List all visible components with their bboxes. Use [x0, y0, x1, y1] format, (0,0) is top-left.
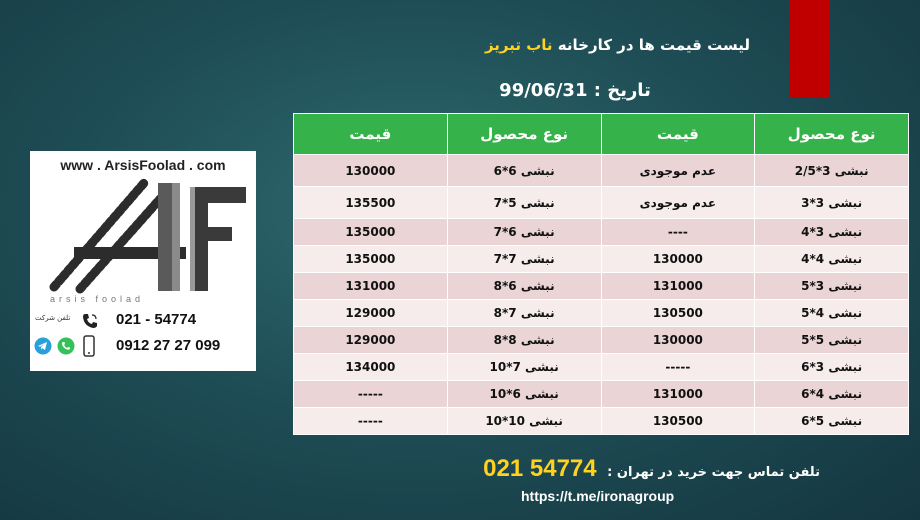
page-title — [420, 36, 750, 54]
product-cell: نبشی 3*4 — [755, 219, 909, 246]
price-cell: 130500 — [601, 300, 755, 327]
product-cell: نبشی 10*10 — [447, 408, 601, 435]
price-cell: 130000 — [601, 246, 755, 273]
price-cell: 130500 — [601, 408, 755, 435]
product-cell: نبشی 3*2/5 — [755, 155, 909, 187]
product-cell: نبشی 3*3 — [755, 187, 909, 219]
red-corner-tab — [790, 0, 830, 98]
telegram-link[interactable]: https://t.me/ironagroup — [521, 488, 675, 504]
mobile-phone: 0912 27 27 099 — [116, 337, 221, 354]
whatsapp-icon — [57, 337, 75, 355]
title-highlight: ناب تبریز — [484, 36, 553, 54]
company-logo-card — [30, 151, 256, 371]
brand-text: arsis foolad — [50, 294, 145, 304]
product-cell: نبشی 5*5 — [755, 327, 909, 354]
date-line — [470, 80, 680, 101]
website-text: www . ArsisFoolad . com — [60, 157, 226, 173]
office-phone: 021 - 54774 — [116, 311, 197, 328]
price-table — [293, 113, 909, 435]
product-cell: نبشی 6*6 — [447, 155, 601, 187]
table-row — [294, 273, 909, 300]
footer-phone: 021 54774 — [483, 455, 597, 482]
price-cell: ----- — [601, 354, 755, 381]
table-row — [294, 300, 909, 327]
product-cell: نبشی 3*5 — [755, 273, 909, 300]
product-cell: نبشی 8*8 — [447, 327, 601, 354]
price-cell: عدم موجودی — [601, 187, 755, 219]
price-cell: 129000 — [294, 327, 448, 354]
header-product-1: نوع محصول — [755, 114, 909, 155]
product-cell: نبشی 4*5 — [755, 300, 909, 327]
product-cell: نبشی 6*10 — [447, 381, 601, 408]
price-cell: 131000 — [601, 381, 755, 408]
table-row — [294, 246, 909, 273]
table-row — [294, 408, 909, 435]
price-cell: 131000 — [601, 273, 755, 300]
product-cell: نبشی 4*4 — [755, 246, 909, 273]
header-price-2: قیمت — [294, 114, 448, 155]
mobile-icon — [82, 335, 96, 357]
phone-icon — [80, 311, 100, 331]
price-cell: 134000 — [294, 354, 448, 381]
header-price-1: قیمت — [601, 114, 755, 155]
footer-label: تلفن تماس جهت خرید در تهران : — [607, 465, 820, 480]
product-cell: نبشی 5*6 — [755, 408, 909, 435]
table-row — [294, 155, 909, 187]
product-cell: نبشی 5*7 — [447, 187, 601, 219]
product-cell: نبشی 7*8 — [447, 300, 601, 327]
table-header-row — [294, 114, 909, 155]
price-cell: ----- — [294, 408, 448, 435]
price-cell: 130000 — [601, 327, 755, 354]
price-cell: 130000 — [294, 155, 448, 187]
product-cell: نبشی 6*8 — [447, 273, 601, 300]
company-phone-label: تلفن شرکت — [35, 314, 71, 322]
product-cell: نبشی 4*6 — [755, 381, 909, 408]
af-logo-icon — [40, 177, 250, 295]
price-cell: 135500 — [294, 187, 448, 219]
product-cell: نبشی 3*6 — [755, 354, 909, 381]
title-text: لیست قیمت ها در کارخانه — [557, 36, 750, 54]
price-cell: 129000 — [294, 300, 448, 327]
product-cell: نبشی 6*7 — [447, 219, 601, 246]
price-cell: ---- — [601, 219, 755, 246]
product-cell: نبشی 7*10 — [447, 354, 601, 381]
price-cell: 131000 — [294, 273, 448, 300]
price-cell: 135000 — [294, 246, 448, 273]
table-row — [294, 327, 909, 354]
table-row — [294, 219, 909, 246]
table-row — [294, 187, 909, 219]
telegram-icon — [34, 337, 52, 355]
date-value: 99/06/31 — [499, 80, 588, 101]
header-product-2: نوع محصول — [447, 114, 601, 155]
price-cell: ----- — [294, 381, 448, 408]
date-label: تاریخ : — [593, 80, 651, 101]
price-cell: 135000 — [294, 219, 448, 246]
price-cell: عدم موجودی — [601, 155, 755, 187]
table-row — [294, 381, 909, 408]
footer-contact — [380, 455, 820, 483]
product-cell: نبشی 7*7 — [447, 246, 601, 273]
table-row — [294, 354, 909, 381]
